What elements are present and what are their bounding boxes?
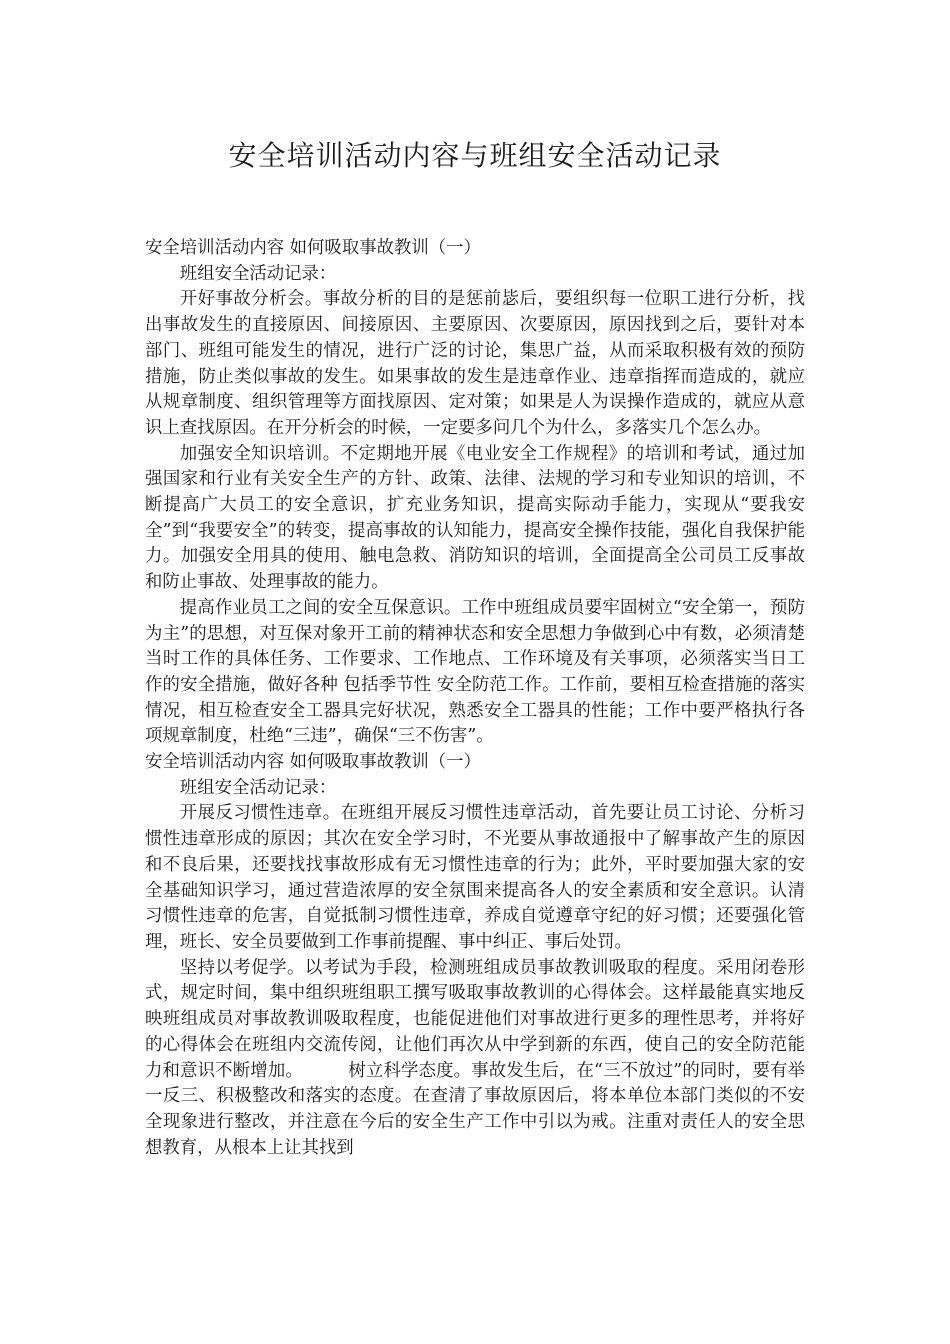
section-heading: 安全培训活动内容 如何吸取事故教训（一） [145, 752, 481, 773]
paragraph-anti-habitual-violation: 开展反习惯性违章。在班组开展反习惯性违章活动，首先要让员工讨论、分析习惯性违章形成的原因；其次在安全学习时，不光要从事故通报中了解事故产生的原因和不良后果，还要找找事故形成有无习惯性违章的行为；此外，平时要加强大家的安全基础知识学习，通过营造浓厚的安全氛围来提高各人的安全素质和安全意识。认清习惯性违章的危害，自觉抵制习惯性违章，养成自觉遵章守纪的好习惯；还要强化管理，班长、安全员要做到工作事前提醒、事中纠正、事后处罚。 [145, 803, 805, 952]
section-heading: 安全培训活动内容 如何吸取事故教训（一） [145, 238, 481, 258]
paragraph-exam-learning: 坚持以考促学。以考试为手段，检测班组成员事故教训吸取的程度。采用闭卷形式，规定时间，集中组织班组职工撰写吸取事故教训的心得体会。这样最能真实地反映班组成员对事故教训吸取程度，也能促进他们对事故进行更多的理性思考，并将好的心得体会在班组内交流传阅，让他们再次从中学到新的东西，使自己的安全防范能力和意识不断增加。 树立科学态度。事故发生后，在“三不放过”的同时，要有举一反三、积极整改和落实的态度。在查清了事故原因后，将本单位本部门类似的不安全现象进行整改，并注意在今后的安全生产工作中引以为戒。注重对责任人的安全思想教育，从根本上让其找到 [145, 957, 805, 1158]
document-title: 安全培训活动内容与班组安全活动记录 [228, 139, 722, 172]
paragraph-safety-training: 加强安全知识培训。不定期地开展《电业安全工作规程》的培训和考试，通过加强国家和行业有关安全生产的方针、政策、法律、法规的学习和专业知识的培训，不断提高广大员工的安全意识，扩充业务知识，提高实际动手能力，实现从“要我安全”到“我要安全”的转变，提高事故的认知能力，提高安全操作技能，强化自我保护能力。加强安全用具的使用、触电急救、消防知识的培训，全面提高全公司员工反事故和防止事故、处理事故的能力。 [145, 443, 805, 593]
paragraph-accident-analysis: 开好事故分析会。事故分析的目的是惩前毖后，要组织每一位职工进行分析，找出事故发生的直接原因、间接原因、主要原因、次要原因，原因找到之后，要针对本部门、班组可能发生的情况，进行广泛的讨论，集思广益，从而采取积极有效的预防措施，防止类似事故的发生。如果事故的发生是违章作业、违章指挥而造成的，就应从规章制度、组织管理等方面找原因、定对策；如果是人为误操作造成的，就应从意识上查找原因。在开分析会的时候，一定要多问几个为什么，多落实几个怎么办。 [145, 289, 805, 438]
record-label: 班组安全活动记录： [179, 263, 337, 284]
paragraph-mutual-protection: 提高作业员工之间的安全互保意识。工作中班组成员要牢固树立“安全第一，预防为主”的思想，对互保对象开工前的精神状态和安全思想力争做到心中有数，必须清楚当时工作的具体任务、工作要求、工作地点、工作环境及有关事项，必须落实当日工作的安全措施，做好各种 包括季节性 安全防范工作。工作前，要相互检查措施的落实情况，相互检查安全工器具完好状况，熟悉安全工器具的性能；工作中要严格执行各项规章制度，杜绝“三违”，确保“三不伤害”。 [145, 597, 805, 747]
document-body [145, 236, 805, 1161]
record-label: 班组安全活动记录： [179, 777, 337, 798]
